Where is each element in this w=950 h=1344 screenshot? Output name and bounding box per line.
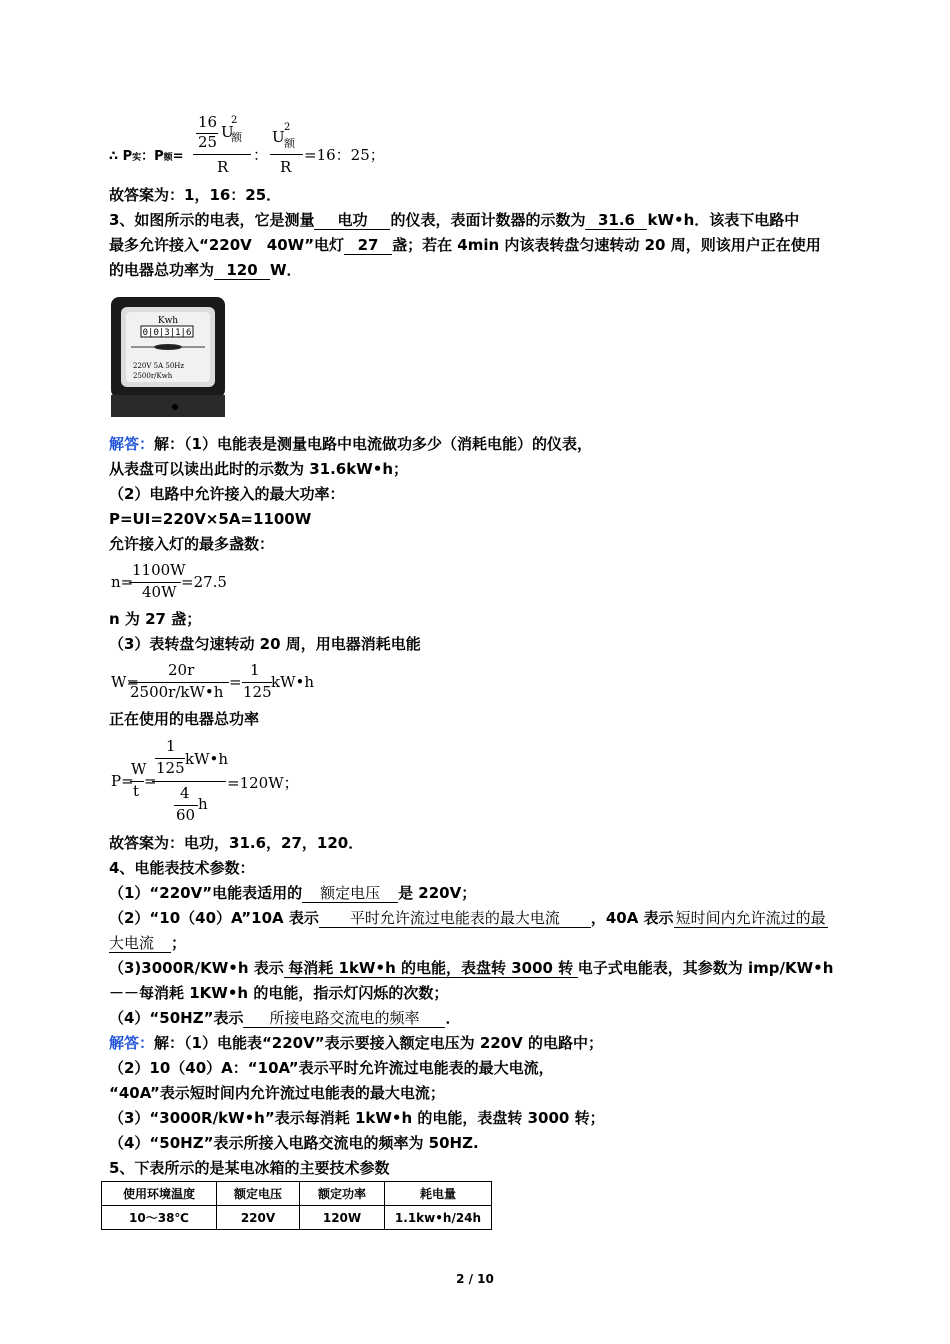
answer-q2: 故答案为：1，16：25． [109, 186, 282, 204]
document-page: ∴ P实：P额= 16 25 U 2 额 R ： U 2 额 R =16：25； 故答案为：1，16：25． 3、如图所示的电表，它是测量 电功 的仪表，表面计数器的示数为 31.6 kW•h．该表下电路中 最多允许接入“220V 40W”电灯 27 盏；若在 4min 内该表转盘匀速转动 20 周，则该用户正在使用 的电器总功率为 120 W． Kwh 0|0|3|1|6 220V 5A 50Hz 2500r/Kwh 解答：解：（1）电能表是测量电路中电流做功多少（消耗电能）的仪表， 从表盘可以读出此时的示数为 31.6kW•h； （2）电路中允许接入的最大功率： P=UI=220V×5A=1100W 允许接入灯的最多盏数： n= 1100W 40W =27.5 n 为 27 盏； （3）表转盘匀速转动 20 周，用电器消耗电能 W= 20r 2500r/kW•h = 1 125 kW•h 正在使用的电器总功率 P= W t = 1 125 kW•h 4 60 h =120W； 故答案为：电功，31.6，27，120． 4、电能表技术参数： （1）“220V”电能表适用的 额定电压 是 220V； （2）“10（40）A”10A 表示 平时允许流过电能表的最大电流 ，40A 表示 短时间内允许流过的最 大电流 ； （3)3000R/KW•h 表示 每消耗 1kW•h 的电能，表盘转 3000 转 电子式电能表，其参数为 imp/KW•h －－每消耗 1KW•h 的电能，指示灯闪烁的次数； （4）“50HZ”表示 所接电路交流电的频率 ． 解答：解：（1）电能表“220V”表示要接入额定电压为 220V 的电路中； （2）10（40）A：“10A”表示平时允许流过电能表的最大电流， “40A”表示短时间内允许流过电能表的最大电流； （3）“3000R/kW•h”表示每消耗 1kW•h 的电能，表盘转 3000 转； （4）“50HZ”表示所接入电路交流电的频率为 50HZ. 5、下表所示的是某电冰箱的主要技术参数 使用环境温度 额定电压 额定功率 耗电量 10～38℃ 220V 120W 1.1kw•h/24h 2 / 10 [0, 0, 950, 1344]
sol3-line5: 允许接入灯的最多盏数： [109, 535, 275, 553]
sol3-line8: 正在使用的电器总功率 [109, 710, 260, 728]
table-header-row [102, 1182, 492, 1206]
page-number: 2 / 10 [456, 1272, 494, 1286]
sol3-line3: （2）电路中允许接入的最大功率： [109, 485, 345, 503]
q3-line1: 3、如图所示的电表，它是测量 电功 的仪表，表面计数器的示数为 31.6 kW•h．该表下电路中 [109, 211, 800, 229]
meter-digits: 0|0|3|1|6 [142, 328, 192, 338]
sol4-line4: （3）“3000R/kW•h”表示每消耗 1kW•h 的电能，表盘转 3000 转； [109, 1109, 605, 1127]
answer-q3: 故答案为：电功，31.6，27，120． [109, 834, 364, 852]
sol3-line2: 从表盘可以读出此时的示数为 31.6kW•h； [109, 460, 409, 478]
sol4-line3: “40A”表示短时间内允许流过电能表的最大电流； [109, 1084, 445, 1102]
q4-item3: （3)3000R/KW•h 表示 每消耗 1kW•h 的电能，表盘转 3000 转 电子式电能表，其参数为 imp/KW•h [109, 959, 834, 977]
sol4-line2: （2）10（40）A：“10A”表示平时允许流过电能表的最大电流， [109, 1059, 554, 1077]
sol4-line5: （4）“50HZ”表示所接入电路交流电的频率为 50HZ. [109, 1134, 479, 1152]
sol3-line6: n 为 27 盏； [109, 610, 202, 628]
q4-item1: （1）“220V”电能表适用的 额定电压 是 220V； [109, 884, 477, 902]
q4-item4: （4）“50HZ”表示 所接电路交流电的频率 ． [109, 1009, 461, 1027]
q3-line2: 最多允许接入“220V 40W”电灯 27 盏；若在 4min 内该表转盘匀速转动 20 周，则该用户正在使用 [109, 236, 821, 254]
meter-unit-label: Kwh [157, 316, 179, 326]
q4-item2-cont: 大电流 ； [109, 934, 187, 952]
table-cell: 220V [217, 1206, 300, 1230]
table-header: 耗电量 [385, 1182, 492, 1206]
table-cell: 10～38℃ [102, 1206, 217, 1230]
table-row [102, 1206, 492, 1230]
meter-constant: 2500r/Kwh [133, 372, 173, 380]
q4-item2: （2）“10（40）A”10A 表示 平时允许流过电能表的最大电流 ，40A 表示 短时间内允许流过的最 [109, 909, 826, 927]
sol3-line4: P=UI=220V×5A=1100W [109, 510, 312, 528]
q4-item3-cont: －－每消耗 1KW•h 的电能，指示灯闪烁的次数； [109, 984, 449, 1002]
table-header: 额定功率 [300, 1182, 385, 1206]
fridge-spec-table [101, 1181, 492, 1230]
meter-rating: 220V 5A 50Hz [133, 362, 185, 370]
electric-meter-image [109, 295, 227, 420]
sol3-line7: （3）表转盘匀速转动 20 周，用电器消耗电能 [109, 635, 421, 653]
table-header: 使用环境温度 [102, 1182, 217, 1206]
q3-line3: 的电器总功率为 120 W． [109, 261, 302, 279]
q5-title: 5、下表所示的是某电冰箱的主要技术参数 [109, 1159, 390, 1177]
table-cell: 1.1kw•h/24h [385, 1206, 492, 1230]
sol3-line1: 解答：解：（1）电能表是测量电路中电流做功多少（消耗电能）的仪表， [109, 435, 592, 453]
q4-title: 4、电能表技术参数： [109, 859, 255, 877]
table-cell: 120W [300, 1206, 385, 1230]
sol4-line1: 解答：解：（1）电能表“220V”表示要接入额定电压为 220V 的电路中； [109, 1034, 603, 1052]
table-header: 额定电压 [217, 1182, 300, 1206]
